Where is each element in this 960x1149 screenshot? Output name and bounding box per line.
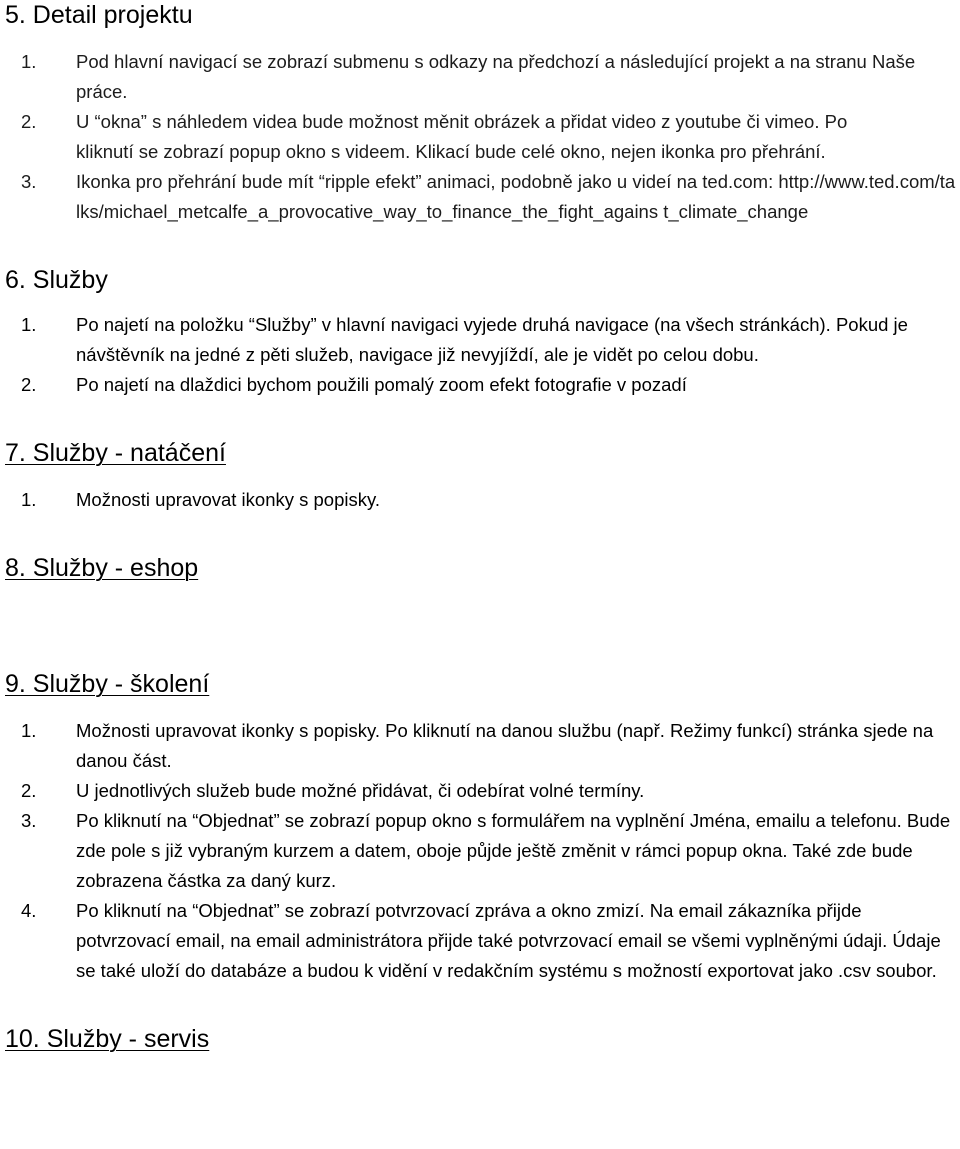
- document: [5, 0, 955, 1054]
- section-detail-projektu: [5, 0, 955, 227]
- section-sluzby-skoleni: [5, 669, 955, 986]
- list-item-number: 4.: [21, 900, 37, 921]
- list-item: [5, 310, 956, 370]
- list-item-number: 3.: [21, 810, 37, 831]
- list-item-number: 2.: [21, 111, 37, 132]
- list-item-number: 1.: [21, 314, 37, 335]
- list-item-text: Možnosti upravovat ikonky s popisky. Po kliknutí na danou službu (např. Režimy funkcí) stránka sjede na danou část.: [76, 720, 934, 771]
- list-item-text: Pod hlavní navigací se zobrazí submenu s odkazy na předchozí a následující projekt a na stranu Naše práce.: [76, 51, 916, 102]
- section-heading: 9. Služby - školení: [5, 670, 210, 698]
- list-item-text: U “okna” s náhledem videa bude možnost měnit obrázek a přidat video z youtube či vimeo. Po kliknutí se zobrazí popup okno s videem. Klikací bude celé okno, nejen ikonka pro přehrání.: [76, 111, 848, 162]
- section-sluzby: [5, 265, 955, 400]
- list-item: [5, 485, 956, 515]
- section-list: [5, 716, 955, 986]
- list-item: [5, 776, 956, 806]
- list-item: [5, 107, 906, 167]
- section-sluzby-servis: [5, 1024, 955, 1054]
- list-item-text: U jednotlivých služeb bude možné přidávat, či odebírat volné termíny.: [76, 780, 645, 801]
- list-item-text: Po kliknutí na “Objednat” se zobrazí potvrzovací zpráva a okno zmizí. Na email zákazníka přijde potvrzovací email, na email administrátora přijde také potvrzovací email se všemi vyplněnými údaji. Údaje se také uloží do databáze a budou k vidění v redakčním systému s možností exportovat jako .csv soubor.: [76, 900, 941, 981]
- list-item-number: 3.: [21, 171, 37, 192]
- list-item-text: Ikonka pro přehrání bude mít “ripple efekt” animaci, podobně jako u videí na ted.com: http://www.ted.com/talks/michael_metcalfe_a_provocative_way_to_finance_the_fight_agains t_climate_change: [76, 171, 956, 222]
- section-list: [5, 47, 955, 227]
- list-item-number: 1.: [21, 720, 37, 741]
- list-item: [5, 47, 956, 107]
- section-heading: 10. Služby - servis: [5, 1025, 210, 1053]
- section-sluzby-eshop: [5, 553, 955, 583]
- section-heading: 8. Služby - eshop: [5, 554, 199, 582]
- list-item: [5, 167, 956, 227]
- list-item: [5, 370, 956, 400]
- section-heading: 5. Detail projektu: [5, 1, 193, 29]
- list-item-text: Možnosti upravovat ikonky s popisky.: [76, 489, 381, 510]
- section-heading: 7. Služby - natáčení: [5, 439, 226, 467]
- section-list: [5, 485, 955, 515]
- list-item-text: Po kliknutí na “Objednat” se zobrazí popup okno s formulářem na vyplnění Jména, emailu a telefonu. Bude zde pole s již vybraným kurzem a datem, oboje půjde ještě změnit v rámci popup okna. Také zde bude zobrazena částka za daný kurz.: [76, 810, 951, 891]
- list-item-text: Po najetí na položku “Služby” v hlavní navigaci vyjede druhá navigace (na všech stránkách). Pokud je návštěvník na jedné z pěti služeb, navigace již nevyjíždí, ale je vidět po celou dobu.: [76, 314, 908, 365]
- list-item: [5, 806, 956, 896]
- section-heading: 6. Služby: [5, 266, 108, 294]
- list-item-number: 1.: [21, 51, 37, 72]
- list-item-number: 1.: [21, 489, 37, 510]
- section-sluzby-nataceni: [5, 438, 955, 515]
- list-item: [5, 896, 956, 986]
- section-list: [5, 310, 955, 400]
- list-item-number: 2.: [21, 780, 37, 801]
- list-item: [5, 716, 956, 776]
- list-item-text: Po najetí na dlaždici bychom použili pomalý zoom efekt fotografie v pozadí: [76, 374, 687, 395]
- list-item-number: 2.: [21, 374, 37, 395]
